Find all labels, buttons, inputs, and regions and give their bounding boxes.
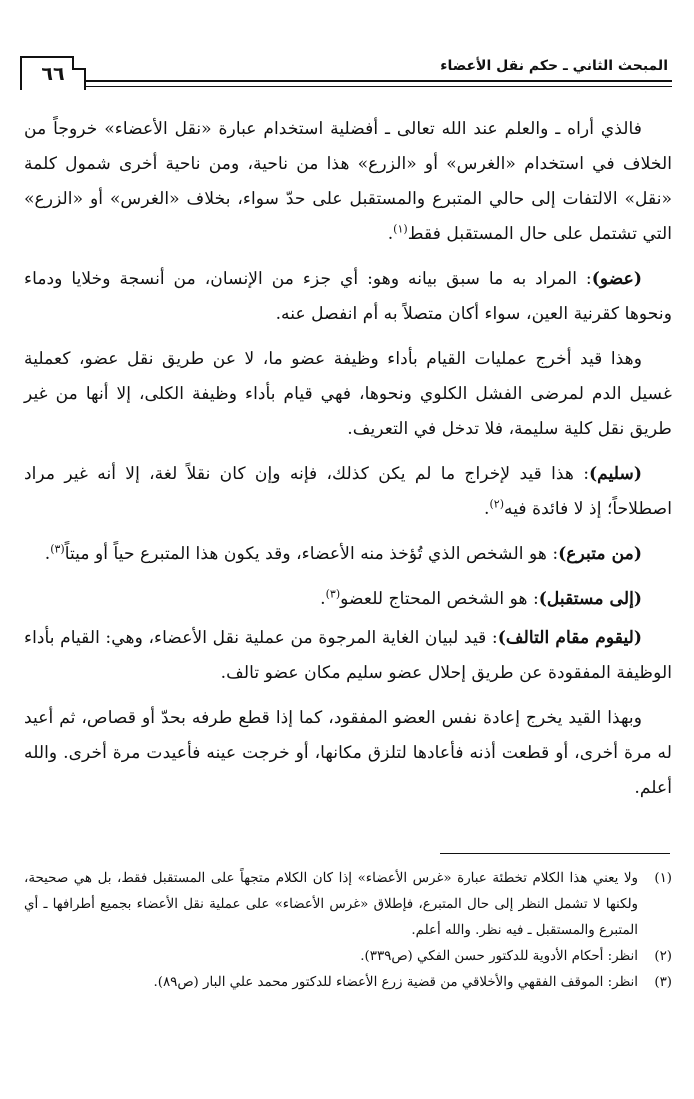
paragraph-end: . bbox=[387, 224, 394, 244]
paragraph-text: وبهذا القيد يخرج إعادة نفس العضو المفقود، كما إذا قطع طرفه بحدّ أو قصاص، ثم أعيد له مرة أخرى، أو قطعت أذنه فأعادها لتلزق مكانها، أو خرجت عينه فأعيدت مرة أخرى. والله أعلم. bbox=[24, 708, 672, 798]
paragraph-end: . bbox=[484, 499, 490, 519]
paragraph-end: . bbox=[320, 589, 326, 609]
paragraph-text: : المراد به ما سبق بيانه وهو: أي جزء من الإنسان، من أنسجة وخلايا ودماء ونحوها كقرنية العين، سواء أكان متصلاً به أم انفصل عنه. bbox=[24, 269, 672, 324]
footnotes bbox=[24, 866, 672, 996]
paragraph-text: : هو الشخص الذي تُؤخذ منه الأعضاء، وقد يكون هذا المتبرع حياً أو ميتاً bbox=[64, 544, 559, 564]
footnote-number: (٢) bbox=[654, 949, 672, 964]
paragraph-end: . bbox=[44, 544, 51, 564]
footnote bbox=[24, 970, 672, 996]
page-number-box bbox=[20, 56, 86, 90]
footnote-ref: (٣) bbox=[325, 587, 341, 601]
footnote-number: (٣) bbox=[654, 975, 672, 990]
footnote-text: ولا يعني هذا الكلام تخطئة عبارة «غرس الأعضاء» إذا كان الكلام متجهاً على المستقبل فقط، بل هي صحيحة، ولكنها لا تشمل النظر إلى حال المتبرع، فإطلاق «غرس الأعضاء» على عملية نقل الأعضاء بجميع أطرافها ـ أي المتبرع والمستقبل ـ فيه نظر. والله أعلم. bbox=[24, 871, 638, 938]
footnote-text: انظر: أحكام الأدوية للدكتور حسن الفكي (ص٣٣٩). bbox=[360, 949, 638, 964]
paragraph-text: : هو الشخص المحتاج للعضو bbox=[340, 589, 539, 609]
defined-term: (إلى مستقبل) bbox=[538, 589, 642, 609]
paragraph-text: فالذي أراه ـ والعلم عند الله تعالى ـ أفضلية استخدام عبارة «نقل الأعضاء» خروجاً من الخلاف في استخدام «الغرس» أو «الزرع» هذا من ناحية، ومن ناحية أخرى شمول كلمة «نقل» الالتفات إلى حالي المتبرع والمستقبل على حدّ سواء، بخلاف «الغرس» أو «الزرع» التي تشتمل على حال المستقبل فقط bbox=[24, 119, 672, 244]
paragraph-definition-healthy bbox=[24, 457, 672, 527]
footnote bbox=[24, 866, 672, 944]
page-header bbox=[20, 56, 672, 92]
main-text bbox=[24, 112, 672, 816]
footnote-ref: (٣) bbox=[50, 542, 65, 556]
paragraph-reattachment-exclusion bbox=[24, 701, 672, 806]
paragraph-definition-donor bbox=[24, 537, 672, 572]
footnote-ref: (١) bbox=[393, 222, 408, 236]
page-corner-fold-icon bbox=[72, 56, 86, 70]
paragraph-text: : قيد لبيان الغاية المرجوة من عملية نقل الأعضاء، وهي: القيام بأداء الوظيفة المفقودة عن طريق إحلال عضو سليم مكان عضو تالف. bbox=[24, 628, 672, 683]
paragraph-definition-recipient bbox=[24, 582, 672, 617]
footnote bbox=[24, 944, 672, 970]
paragraph-text: : هذا قيد لإخراج ما لم يكن كذلك، فإنه وإن كان نقلاً لغة، إلا أنه غير مراد اصطلاحاً؛ إذ لا فائدة فيه bbox=[24, 464, 672, 519]
footnote-separator bbox=[440, 853, 670, 854]
paragraph-text: وهذا قيد أخرج عمليات القيام بأداء وظيفة عضو ما، لا عن طريق نقل عضو، كعملية غسيل الدم لمرضى الفشل الكلوي ونحوها، فهي قيام بأداء وظيفة الكلى، إلا أنها من غير طريق نقل كلية سليمة، فلا تدخل في التعريف. bbox=[24, 349, 672, 439]
paragraph-definition-replacement bbox=[24, 621, 672, 691]
header-rule-thin bbox=[84, 86, 672, 87]
paragraph-preferred-term bbox=[24, 112, 672, 252]
footnote-text: انظر: الموقف الفقهي والأخلاقي من قضية زرع الأعضاء للدكتور محمد علي البار (ص٨٩). bbox=[153, 975, 638, 990]
footnote-ref: (٢) bbox=[489, 497, 504, 511]
defined-term: (ليقوم مقام التالف) bbox=[497, 628, 642, 648]
header-rule bbox=[84, 80, 672, 82]
defined-term: (من متبرع) bbox=[558, 544, 642, 564]
paragraph-dialysis-exclusion bbox=[24, 342, 672, 447]
footnote-number: (١) bbox=[654, 871, 672, 886]
defined-term: (سليم) bbox=[589, 464, 642, 484]
page-number: ٦٦ bbox=[41, 63, 65, 85]
defined-term: (عضو) bbox=[591, 269, 642, 289]
running-title: المبحث الثاني ـ حكم نقل الأعضاء bbox=[440, 58, 668, 74]
paragraph-definition-organ bbox=[24, 262, 672, 332]
